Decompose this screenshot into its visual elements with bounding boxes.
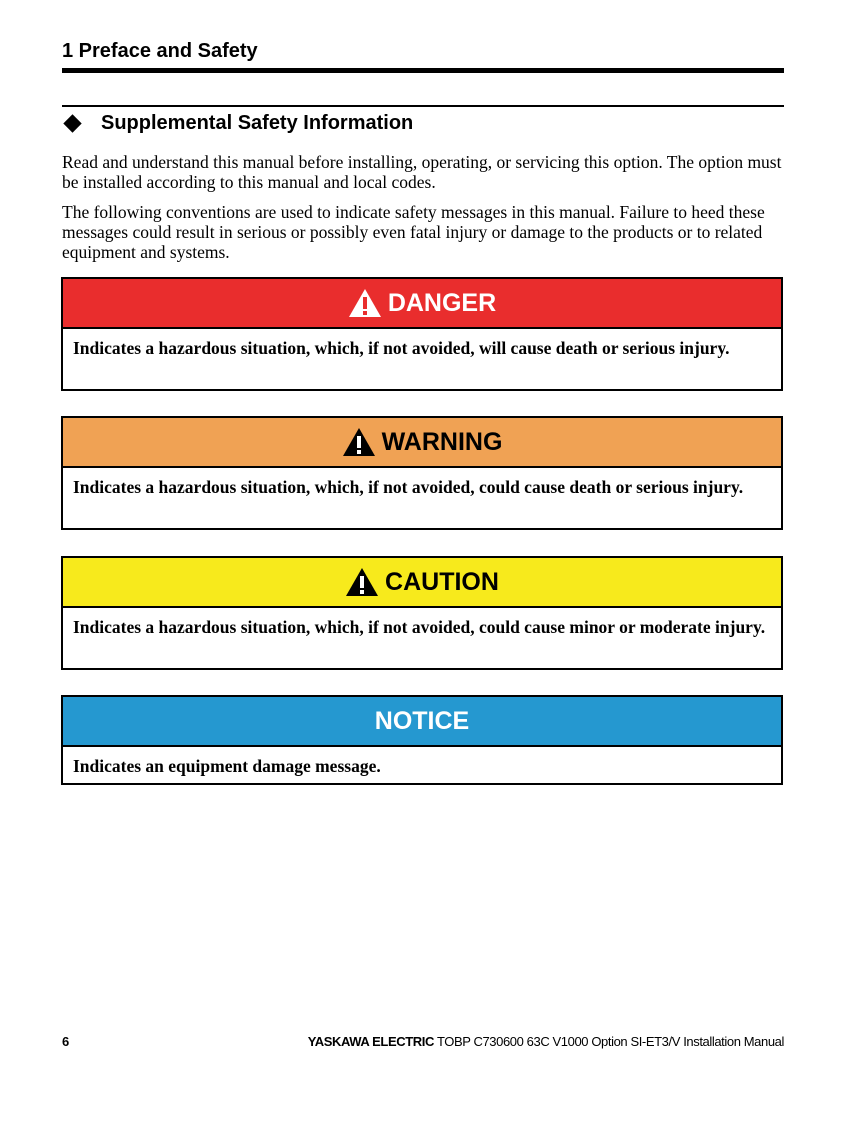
danger-label: DANGER — [387, 288, 497, 317]
footer-document: TOBP C730600 63C V1000 Option SI-ET3/V Installation Manual — [436, 1034, 784, 1049]
chapter-title: 1 Preface and Safety — [62, 40, 258, 62]
chapter-rule — [62, 68, 784, 73]
section-heading — [62, 112, 413, 135]
notice-label: NOTICE — [374, 706, 470, 735]
danger-text: Indicates a hazardous situation, which, if not avoided, will cause death or serious injury. — [73, 338, 730, 358]
section-rule — [62, 105, 784, 107]
diamond-bullet-icon — [63, 114, 81, 132]
notice-text: Indicates an equipment damage message. — [73, 756, 381, 776]
warning-header — [63, 418, 781, 468]
danger-box — [61, 277, 783, 391]
warning-text: Indicates a hazardous situation, which, if not avoided, could cause death or serious injury. — [73, 477, 744, 497]
warning-label: WARNING — [381, 427, 503, 456]
warning-triangle-icon — [348, 288, 382, 318]
warning-triangle-icon — [342, 427, 376, 457]
warning-triangle-icon — [345, 567, 379, 597]
intro-paragraph: Read and understand this manual before installing, operating, or servicing this option. The option must be installed according to this manual and local codes. — [62, 152, 782, 192]
section-heading-text: Supplemental Safety Information — [101, 112, 414, 134]
conventions-paragraph: The following conventions are used to indicate safety messages in this manual. Failure to heed these messages could result in serious or possibly even fatal injury or damage to the products or to related equipment and systems. — [62, 202, 765, 262]
notice-header — [63, 697, 781, 747]
footer-document-title — [308, 1034, 784, 1049]
notice-box — [61, 695, 783, 785]
warning-box — [61, 416, 783, 530]
page-number: 6 — [62, 1034, 70, 1049]
caution-text: Indicates a hazardous situation, which, if not avoided, could cause minor or moderate injury. — [73, 617, 766, 637]
danger-header — [63, 279, 781, 329]
caution-box — [61, 556, 783, 670]
caution-header — [63, 558, 781, 608]
footer-company: YASKAWA ELECTRIC — [307, 1034, 434, 1049]
caution-label: CAUTION — [385, 567, 499, 596]
